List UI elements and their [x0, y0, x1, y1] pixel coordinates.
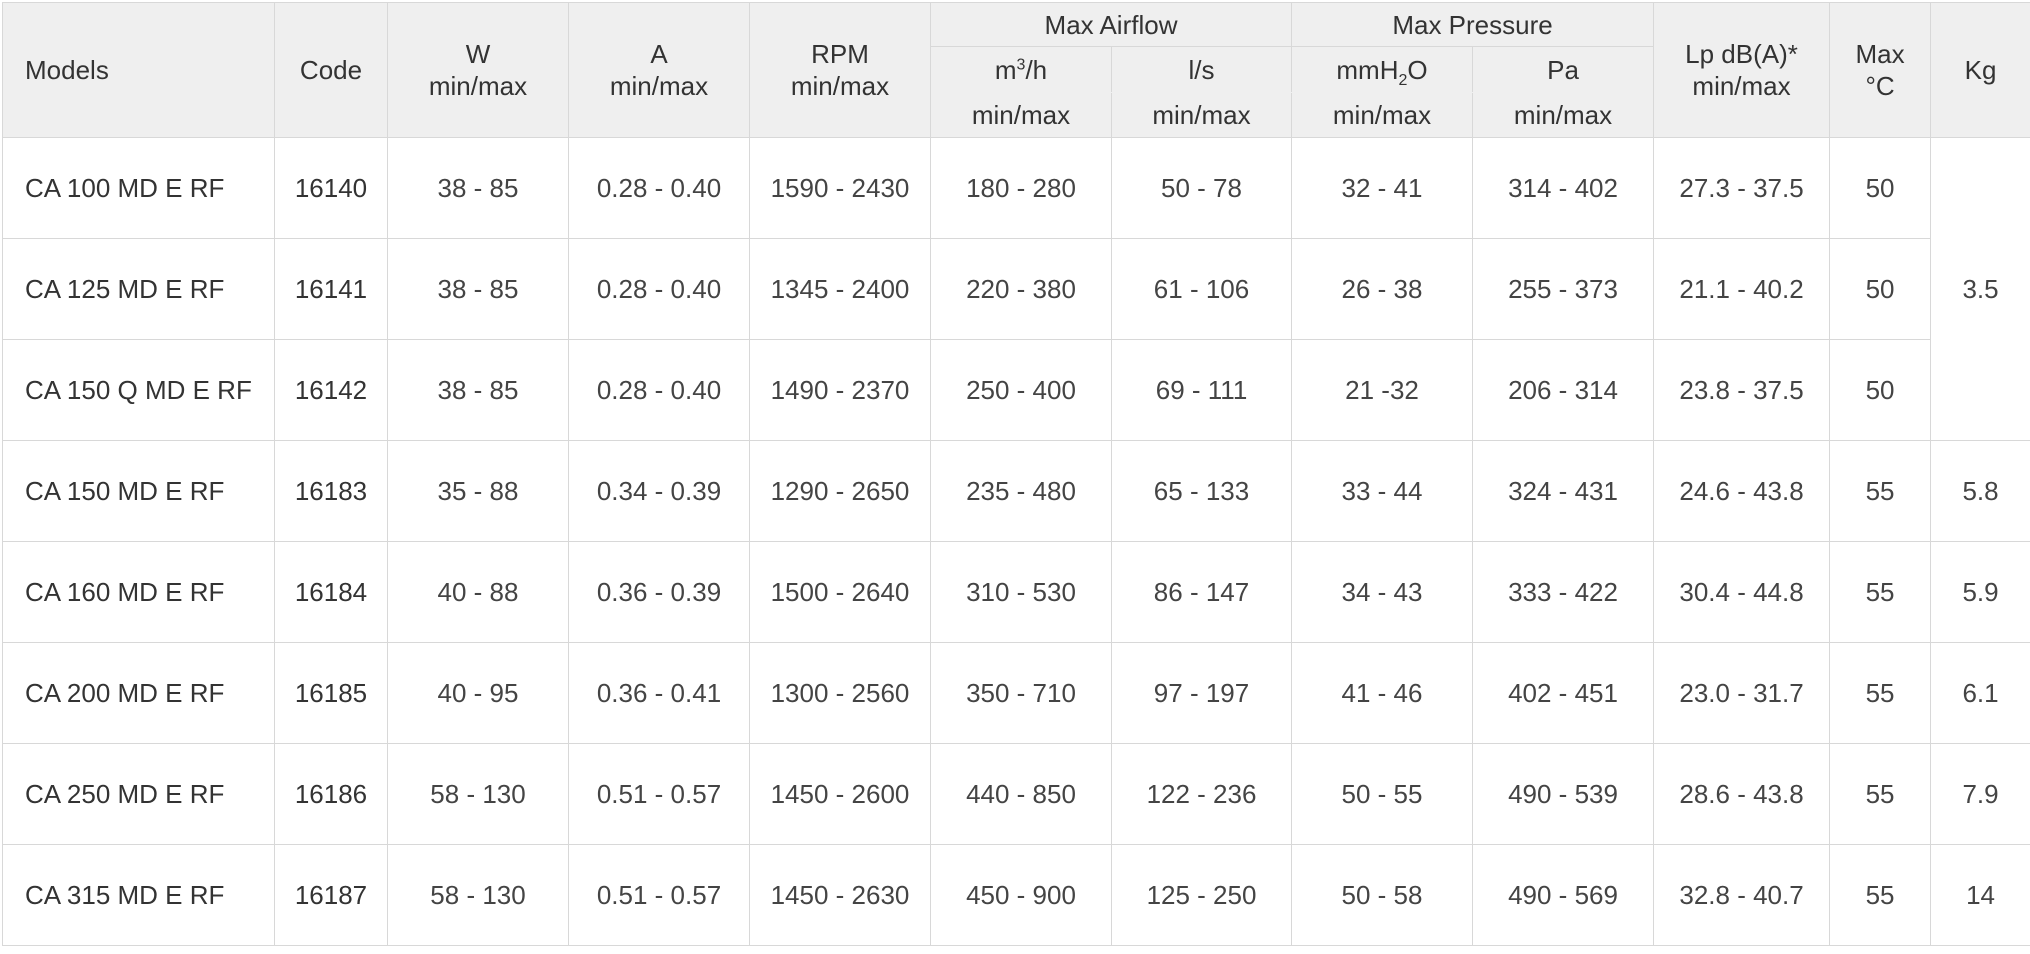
cell-w: 35 - 88	[388, 441, 569, 542]
cell-rpm: 1450 - 2630	[750, 845, 931, 946]
cell-pa: 333 - 422	[1473, 542, 1654, 643]
table-row	[3, 643, 2030, 744]
header-m3h-tail: /h	[1025, 55, 1047, 85]
cell-pa: 255 - 373	[1473, 239, 1654, 340]
cell-ls: 122 - 236	[1112, 744, 1292, 845]
header-kg: Kg	[1931, 3, 2030, 138]
header-lp	[1654, 3, 1830, 138]
cell-model: CA 150 Q MD E RF	[3, 340, 275, 441]
cell-m3h: 180 - 280	[931, 138, 1112, 239]
cell-a: 0.28 - 0.40	[569, 239, 750, 340]
header-a-unit: min/max	[569, 70, 749, 102]
table-row	[3, 744, 2030, 845]
header-ls: l/s	[1112, 47, 1292, 93]
header-mmh2o	[1292, 47, 1473, 93]
cell-rpm: 1450 - 2600	[750, 744, 931, 845]
cell-a: 0.51 - 0.57	[569, 845, 750, 946]
header-lp-unit: min/max	[1654, 70, 1829, 102]
cell-model: CA 150 MD E RF	[3, 441, 275, 542]
cell-code: 16187	[275, 845, 388, 946]
spec-table	[2, 2, 2030, 946]
cell-kg-merged: 3.5	[1931, 138, 2030, 441]
cell-mmh2o: 50 - 58	[1292, 845, 1473, 946]
table-row	[3, 441, 2030, 542]
header-max-airflow: Max Airflow	[931, 3, 1292, 47]
cell-kg: 14	[1931, 845, 2030, 946]
cell-lp: 23.8 - 37.5	[1654, 340, 1830, 441]
cell-rpm: 1500 - 2640	[750, 542, 931, 643]
cell-a: 0.36 - 0.39	[569, 542, 750, 643]
cell-mmh2o: 34 - 43	[1292, 542, 1473, 643]
cell-code: 16186	[275, 744, 388, 845]
cell-m3h: 235 - 480	[931, 441, 1112, 542]
cell-pa: 206 - 314	[1473, 340, 1654, 441]
header-max-pressure: Max Pressure	[1292, 3, 1654, 47]
cell-lp: 24.6 - 43.8	[1654, 441, 1830, 542]
cell-model: CA 160 MD E RF	[3, 542, 275, 643]
cell-lp: 27.3 - 37.5	[1654, 138, 1830, 239]
cell-lp: 28.6 - 43.8	[1654, 744, 1830, 845]
cell-lp: 21.1 - 40.2	[1654, 239, 1830, 340]
cell-ls: 125 - 250	[1112, 845, 1292, 946]
cell-max-temp: 55	[1830, 744, 1931, 845]
cell-a: 0.51 - 0.57	[569, 744, 750, 845]
cell-w: 38 - 85	[388, 340, 569, 441]
cell-lp: 30.4 - 44.8	[1654, 542, 1830, 643]
cell-w: 58 - 130	[388, 744, 569, 845]
table-body	[3, 138, 2030, 946]
header-a	[569, 3, 750, 138]
header-pa: Pa	[1473, 47, 1654, 93]
cell-max-temp: 50	[1830, 239, 1931, 340]
cell-rpm: 1490 - 2370	[750, 340, 931, 441]
header-ls-unit: min/max	[1112, 93, 1292, 138]
cell-code: 16140	[275, 138, 388, 239]
header-mmh2o-base: mmH	[1336, 55, 1398, 85]
cell-model: CA 315 MD E RF	[3, 845, 275, 946]
cell-a: 0.28 - 0.40	[569, 138, 750, 239]
cell-w: 38 - 85	[388, 239, 569, 340]
cell-pa: 314 - 402	[1473, 138, 1654, 239]
cell-pa: 490 - 569	[1473, 845, 1654, 946]
header-w-unit: min/max	[388, 70, 568, 102]
cell-rpm: 1290 - 2650	[750, 441, 931, 542]
cell-max-temp: 55	[1830, 441, 1931, 542]
cell-model: CA 125 MD E RF	[3, 239, 275, 340]
cell-m3h: 250 - 400	[931, 340, 1112, 441]
cell-code: 16185	[275, 643, 388, 744]
cell-max-temp: 55	[1830, 643, 1931, 744]
cell-max-temp: 50	[1830, 340, 1931, 441]
header-rpm	[750, 3, 931, 138]
cell-a: 0.28 - 0.40	[569, 340, 750, 441]
header-max-temp-unit: °C	[1830, 70, 1930, 102]
cell-a: 0.34 - 0.39	[569, 441, 750, 542]
header-m3h-unit: min/max	[931, 93, 1112, 138]
header-m3h-sup: 3	[1017, 56, 1026, 73]
header-w	[388, 3, 569, 138]
header-mmh2o-unit: min/max	[1292, 93, 1473, 138]
cell-mmh2o: 50 - 55	[1292, 744, 1473, 845]
header-pa-unit: min/max	[1473, 93, 1654, 138]
cell-w: 40 - 95	[388, 643, 569, 744]
cell-m3h: 310 - 530	[931, 542, 1112, 643]
cell-max-temp: 55	[1830, 542, 1931, 643]
cell-mmh2o: 32 - 41	[1292, 138, 1473, 239]
cell-mmh2o: 26 - 38	[1292, 239, 1473, 340]
cell-kg: 5.8	[1931, 441, 2030, 542]
cell-ls: 65 - 133	[1112, 441, 1292, 542]
header-models: Models	[3, 3, 275, 138]
table-row	[3, 138, 2030, 239]
cell-rpm: 1300 - 2560	[750, 643, 931, 744]
cell-a: 0.36 - 0.41	[569, 643, 750, 744]
header-m3h	[931, 47, 1112, 93]
cell-m3h: 440 - 850	[931, 744, 1112, 845]
cell-w: 40 - 88	[388, 542, 569, 643]
cell-ls: 86 - 147	[1112, 542, 1292, 643]
cell-pa: 402 - 451	[1473, 643, 1654, 744]
header-max-temp-label: Max	[1830, 38, 1930, 70]
cell-model: CA 100 MD E RF	[3, 138, 275, 239]
table-row	[3, 239, 2030, 340]
header-m3h-base: m	[995, 55, 1017, 85]
table-row	[3, 845, 2030, 946]
cell-ls: 97 - 197	[1112, 643, 1292, 744]
header-rpm-unit: min/max	[750, 70, 930, 102]
table-header	[3, 3, 2030, 138]
cell-lp: 23.0 - 31.7	[1654, 643, 1830, 744]
cell-rpm: 1345 - 2400	[750, 239, 931, 340]
cell-code: 16184	[275, 542, 388, 643]
cell-kg: 6.1	[1931, 643, 2030, 744]
cell-lp: 32.8 - 40.7	[1654, 845, 1830, 946]
cell-ls: 61 - 106	[1112, 239, 1292, 340]
cell-model: CA 250 MD E RF	[3, 744, 275, 845]
header-mmh2o-tail: O	[1407, 55, 1427, 85]
cell-max-temp: 50	[1830, 138, 1931, 239]
header-mmh2o-sub: 2	[1398, 72, 1407, 89]
cell-max-temp: 55	[1830, 845, 1931, 946]
cell-pa: 324 - 431	[1473, 441, 1654, 542]
header-lp-label: Lp dB(A)*	[1654, 38, 1829, 70]
cell-m3h: 450 - 900	[931, 845, 1112, 946]
table-row	[3, 542, 2030, 643]
cell-code: 16142	[275, 340, 388, 441]
cell-model: CA 200 MD E RF	[3, 643, 275, 744]
cell-rpm: 1590 - 2430	[750, 138, 931, 239]
cell-w: 38 - 85	[388, 138, 569, 239]
header-code: Code	[275, 3, 388, 138]
cell-ls: 50 - 78	[1112, 138, 1292, 239]
cell-kg: 7.9	[1931, 744, 2030, 845]
header-max-temp	[1830, 3, 1931, 138]
cell-ls: 69 - 111	[1112, 340, 1292, 441]
cell-mmh2o: 41 - 46	[1292, 643, 1473, 744]
cell-pa: 490 - 539	[1473, 744, 1654, 845]
header-rpm-label: RPM	[750, 38, 930, 70]
table-row	[3, 340, 2030, 441]
cell-w: 58 - 130	[388, 845, 569, 946]
cell-m3h: 220 - 380	[931, 239, 1112, 340]
header-a-label: A	[569, 38, 749, 70]
header-w-label: W	[388, 38, 568, 70]
cell-code: 16141	[275, 239, 388, 340]
cell-m3h: 350 - 710	[931, 643, 1112, 744]
cell-code: 16183	[275, 441, 388, 542]
cell-mmh2o: 33 - 44	[1292, 441, 1473, 542]
cell-kg: 5.9	[1931, 542, 2030, 643]
cell-mmh2o: 21 -32	[1292, 340, 1473, 441]
